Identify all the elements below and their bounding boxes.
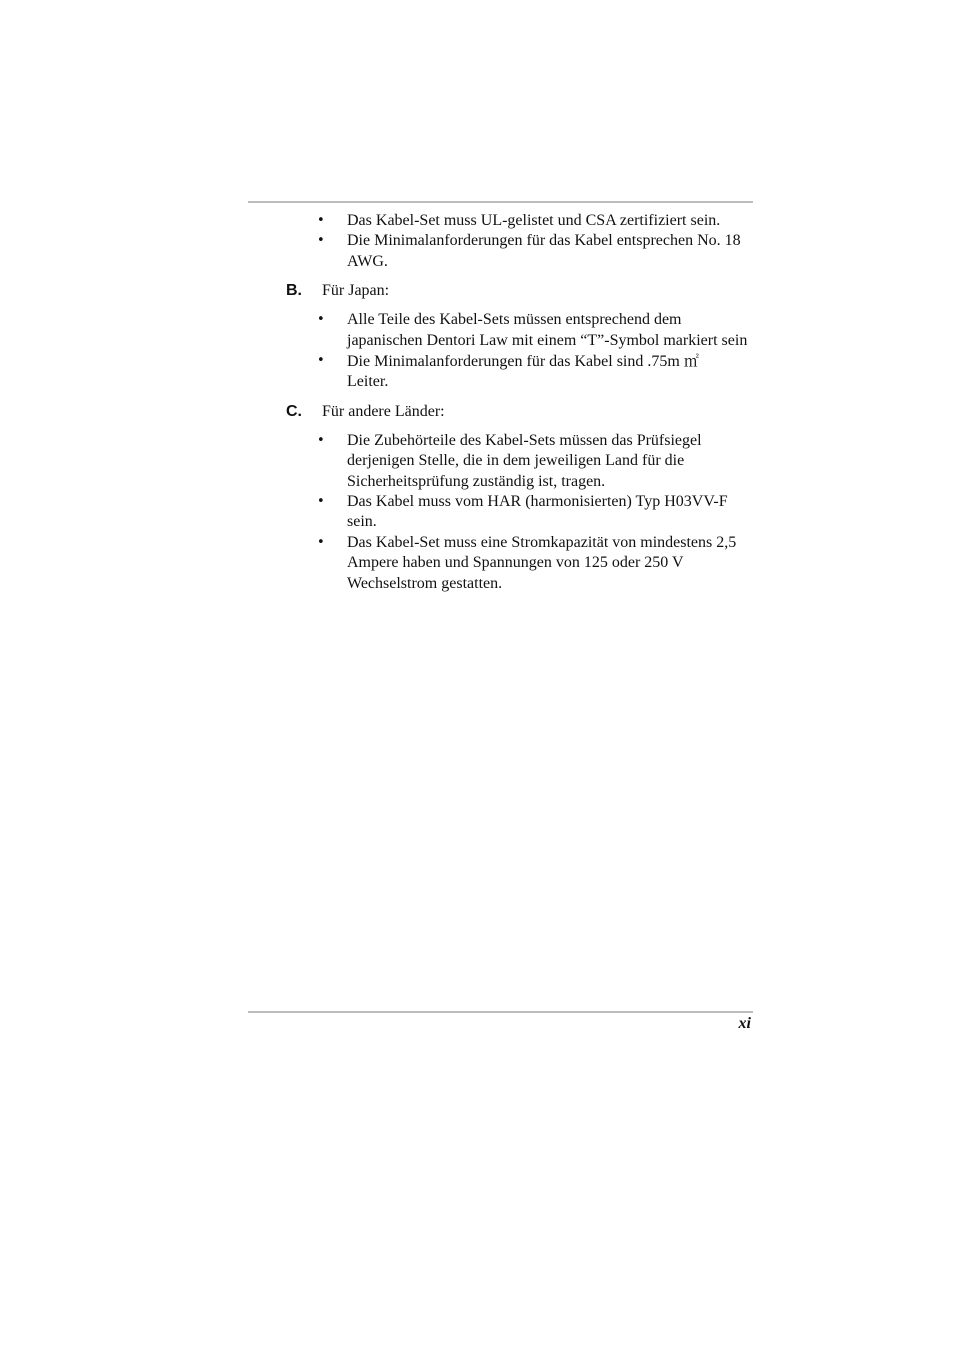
bullet-icon: • xyxy=(317,233,325,249)
list-item-text-continued: Leiter. xyxy=(347,373,389,391)
list-item xyxy=(248,431,758,492)
list-item xyxy=(248,231,758,272)
bullet-icon: • xyxy=(317,213,325,228)
bullet-icon: • xyxy=(317,534,325,550)
square-meter-unit: ㎡ xyxy=(683,352,699,371)
section-letter: C. xyxy=(286,402,302,420)
section-title: Für Japan: xyxy=(322,282,390,300)
bullet-icon: • xyxy=(317,494,325,510)
bullet-icon: • xyxy=(317,353,325,369)
list-item-text: Das Kabel-Set muss eine Stromkapazität von mindestens 2,5 Ampere haben und Spannungen von 125 oder 250 V Wechselstrom gestatten. xyxy=(347,533,737,592)
document-body xyxy=(248,211,758,594)
section-b-heading xyxy=(248,281,758,301)
bullet-icon: • xyxy=(317,312,325,328)
section-c-heading xyxy=(248,402,758,422)
list-item xyxy=(248,492,758,533)
list-c xyxy=(248,431,758,594)
list-b xyxy=(248,310,758,393)
page-number: xi xyxy=(738,1015,751,1032)
list-item xyxy=(248,351,758,393)
section-letter: B. xyxy=(286,282,302,300)
list-item-text: Alle Teile des Kabel-Sets müssen entsprechend dem japanischen Dentori Law mit einem “T”-Symbol markiert sein xyxy=(347,311,748,349)
list-a xyxy=(248,211,758,272)
bottom-rule xyxy=(248,1011,753,1013)
list-item-text: Die Zubehörteile des Kabel-Sets müssen das Prüfsiegel derjenigen Stelle, die in dem jeweiligen Land für die Sicherheitsprüfung zuständig ist, tragen. xyxy=(347,431,702,490)
list-item-text: Die Minimalanforderungen für das Kabel sind .75m xyxy=(347,353,680,371)
list-item xyxy=(248,310,758,351)
list-item-text: Die Minimalanforderungen für das Kabel entsprechen No. 18 AWG. xyxy=(347,232,741,270)
list-item xyxy=(248,533,758,594)
top-rule xyxy=(248,201,753,203)
section-title: Für andere Länder: xyxy=(322,402,445,420)
list-item-text: Das Kabel muss vom HAR (harmonisierten) Typ H03VV-F sein. xyxy=(347,493,728,531)
list-item-text: Das Kabel-Set muss UL-gelistet und CSA zertifiziert sein. xyxy=(347,212,721,229)
list-item xyxy=(248,211,758,231)
bullet-icon: • xyxy=(317,432,325,448)
